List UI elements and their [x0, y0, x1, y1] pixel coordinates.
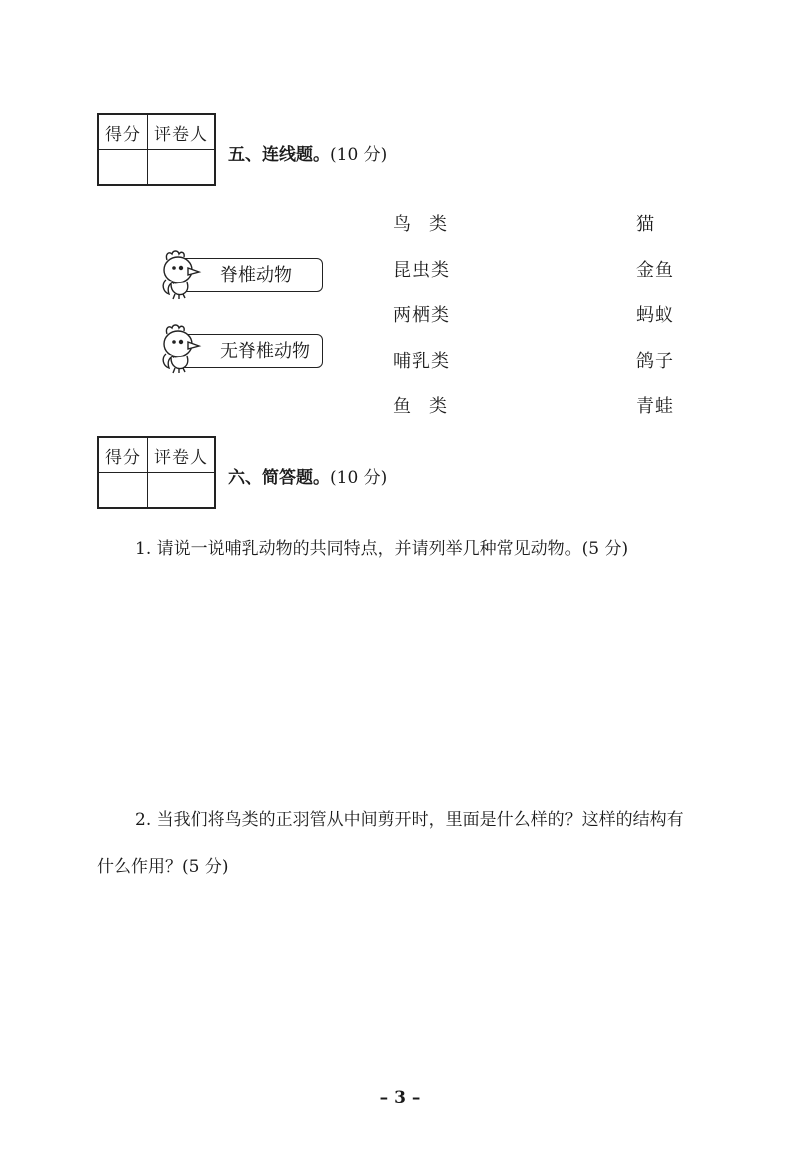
- class-item[interactable]: 昆虫类: [393, 260, 450, 281]
- answer-area-2[interactable]: [97, 885, 737, 1065]
- animal-item[interactable]: 鸽子: [636, 351, 674, 372]
- question-2-line2: 什么作用？(5 分): [97, 857, 229, 877]
- class-item[interactable]: 鱼 类: [393, 396, 447, 417]
- grader-cell[interactable]: [148, 473, 216, 509]
- animal-item[interactable]: 蚂蚁: [636, 305, 674, 326]
- animal-item[interactable]: 金鱼: [636, 260, 674, 281]
- section5-points: (10 分): [330, 145, 388, 165]
- score-header: 得分: [98, 114, 148, 150]
- bird-mascot-icon: [157, 248, 207, 300]
- grader-header: 评卷人: [148, 114, 216, 150]
- question-1: 1. 请说一说哺乳动物的共同特点，并请列举几种常见动物。(5 分): [135, 539, 629, 559]
- score-box-section5: [97, 113, 216, 186]
- section5-title: [228, 140, 387, 165]
- answer-area-1[interactable]: [97, 570, 737, 780]
- grader-cell[interactable]: [148, 150, 216, 186]
- category-vertebrate-label: 脊椎动物: [220, 265, 292, 286]
- score-cell[interactable]: [98, 473, 148, 509]
- section6-points: (10 分): [330, 468, 388, 488]
- section6-title: [228, 463, 387, 488]
- score-box-section6: [97, 436, 216, 509]
- class-item[interactable]: 两栖类: [393, 305, 450, 326]
- page-number: – 3 –: [379, 1088, 421, 1108]
- animal-item[interactable]: 猫: [636, 214, 655, 235]
- score-cell[interactable]: [98, 150, 148, 186]
- bird-mascot-icon: [157, 322, 207, 374]
- grader-header: 评卷人: [148, 437, 216, 473]
- section5-title-text: 五、连线题。: [228, 145, 330, 165]
- animal-item[interactable]: 青蛙: [636, 396, 674, 417]
- class-item[interactable]: 哺乳类: [393, 351, 450, 372]
- score-header: 得分: [98, 437, 148, 473]
- category-invertebrate-label: 无脊椎动物: [220, 341, 310, 362]
- section6-title-text: 六、简答题。: [228, 468, 330, 488]
- question-2-line1: 2. 当我们将鸟类的正羽管从中间剪开时，里面是什么样的？这样的结构有: [135, 810, 684, 830]
- class-item[interactable]: 鸟 类: [393, 214, 447, 235]
